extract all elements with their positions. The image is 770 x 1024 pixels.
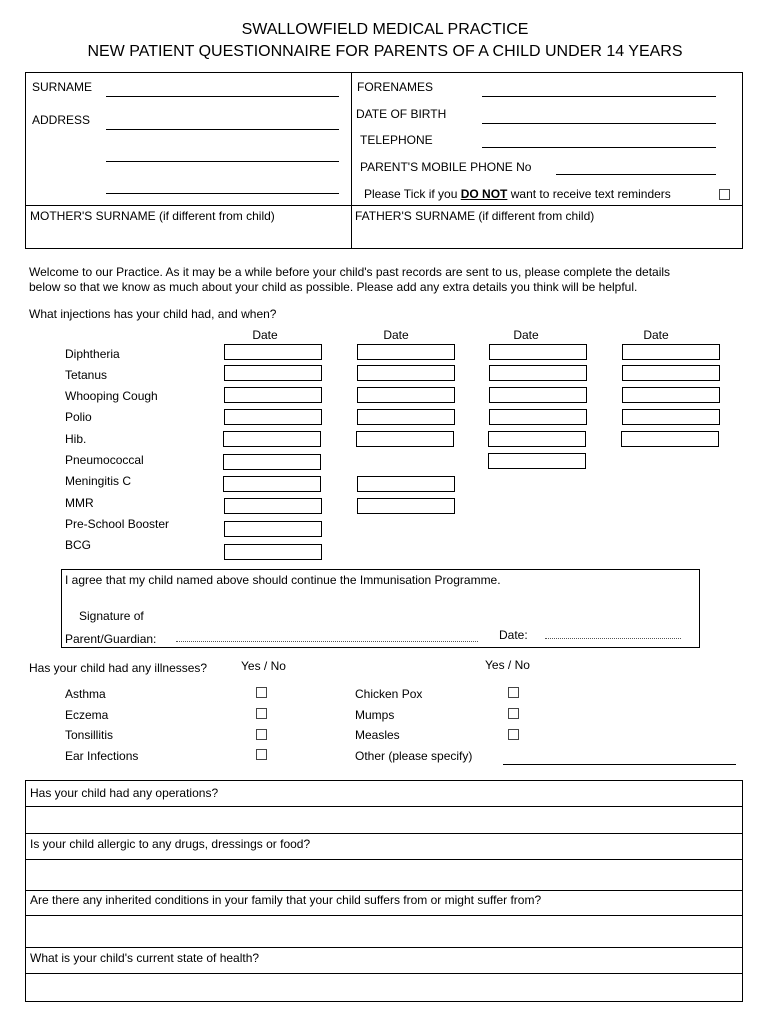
question-operations: Has your child had any operations?: [30, 786, 219, 800]
date-header-3: Date: [513, 328, 539, 342]
date-input[interactable]: [489, 409, 587, 425]
date-input[interactable]: [224, 498, 322, 514]
forenames-label: FORENAMES: [357, 80, 434, 94]
illness-checkbox[interactable]: [508, 729, 519, 740]
question-allergies: Is your child allergic to any drugs, dressings or food?: [30, 837, 311, 851]
intro-line-1: Welcome to our Practice. As it may be a while before your child's past records are sent to us, please complete the details: [29, 265, 671, 279]
address-field-2[interactable]: [106, 161, 339, 162]
illness-checkbox[interactable]: [256, 749, 267, 760]
answer-health[interactable]: [26, 973, 742, 1001]
text-reminder-checkbox[interactable]: [719, 189, 730, 200]
injection-label: Pre-School Booster: [65, 517, 170, 531]
surname-field[interactable]: [106, 96, 339, 97]
illness-label: Asthma: [65, 687, 106, 701]
date-input[interactable]: [223, 476, 321, 492]
question-health: What is your child's current state of health?: [30, 951, 260, 965]
consent-text: I agree that my child named above should continue the Immunisation Programme.: [65, 573, 501, 587]
mobile-label: PARENT'S MOBILE PHONE No: [360, 160, 532, 174]
row-divider: [26, 947, 742, 948]
answer-operations[interactable]: [26, 806, 742, 832]
patient-box-hline: [25, 205, 743, 206]
mother-surname-label: MOTHER'S SURNAME (if different from child): [30, 209, 275, 223]
illness-label: Ear Infections: [65, 749, 139, 763]
date-input[interactable]: [621, 431, 719, 447]
date-input[interactable]: [489, 344, 587, 360]
address-field-1[interactable]: [106, 129, 339, 130]
illness-label: Chicken Pox: [355, 687, 423, 701]
date-input[interactable]: [622, 409, 720, 425]
address-field-3[interactable]: [106, 193, 339, 194]
injection-label: Pneumococcal: [65, 453, 144, 467]
address-label: ADDRESS: [32, 113, 91, 127]
intro-line-2: below so that we know as much about your child as possible. Please add any extra details you think will be helpful.: [29, 280, 638, 294]
row-divider: [26, 890, 742, 891]
injection-label: Tetanus: [65, 368, 108, 382]
date-input[interactable]: [489, 365, 587, 381]
injections-question: What injections has your child had, and when?: [29, 307, 277, 321]
illness-checkbox[interactable]: [256, 729, 267, 740]
consent-date-label: Date:: [499, 628, 528, 642]
date-input[interactable]: [223, 454, 321, 470]
date-header-4: Date: [643, 328, 669, 342]
dob-label: DATE OF BIRTH: [356, 107, 447, 121]
date-input[interactable]: [224, 409, 322, 425]
illness-label: Eczema: [65, 708, 109, 722]
consent-date-field[interactable]: [545, 638, 681, 639]
date-input[interactable]: [357, 387, 455, 403]
date-input[interactable]: [357, 409, 455, 425]
mobile-field[interactable]: [556, 174, 716, 175]
date-header-2: Date: [383, 328, 409, 342]
date-input[interactable]: [224, 521, 322, 537]
illnesses-question: Has your child had any illnesses?: [29, 661, 208, 675]
injection-label: Polio: [65, 410, 92, 424]
text-reminder-label: [364, 187, 671, 201]
illness-checkbox[interactable]: [256, 687, 267, 698]
date-input[interactable]: [224, 544, 322, 560]
do-not-text: DO NOT: [460, 187, 508, 201]
yes-no-header-1: Yes / No: [241, 659, 286, 673]
telephone-label: TELEPHONE: [360, 133, 433, 147]
answer-allergies[interactable]: [26, 859, 742, 889]
illness-label: Other (please specify): [355, 749, 473, 763]
illness-checkbox[interactable]: [508, 687, 519, 698]
illness-label: Measles: [355, 728, 400, 742]
injection-label: Hib.: [65, 432, 87, 446]
telephone-field[interactable]: [482, 147, 716, 148]
date-input[interactable]: [488, 453, 586, 469]
injection-label: MMR: [65, 496, 94, 510]
illness-checkbox[interactable]: [508, 708, 519, 719]
date-input[interactable]: [224, 387, 322, 403]
date-input[interactable]: [223, 431, 321, 447]
illness-label: Tonsillitis: [65, 728, 114, 742]
father-surname-label: FATHER'S SURNAME (if different from child): [355, 209, 595, 223]
date-input[interactable]: [357, 344, 455, 360]
forenames-field[interactable]: [482, 96, 716, 97]
patient-box-divider: [351, 72, 352, 249]
date-input[interactable]: [622, 344, 720, 360]
date-header-1: Date: [252, 328, 278, 342]
injection-label: Whooping Cough: [65, 389, 158, 403]
injection-label: Diphtheria: [65, 347, 120, 361]
date-input[interactable]: [488, 431, 586, 447]
illness-checkbox[interactable]: [256, 708, 267, 719]
form-title: SWALLOWFIELD MEDICAL PRACTICE: [241, 21, 529, 38]
yes-no-header-2: Yes / No: [485, 658, 530, 672]
dob-field[interactable]: [482, 123, 716, 124]
date-input[interactable]: [357, 365, 455, 381]
date-input[interactable]: [224, 344, 322, 360]
tick-post-text: want to receive text reminders: [507, 187, 671, 201]
date-input[interactable]: [357, 476, 455, 492]
date-input[interactable]: [489, 387, 587, 403]
signature-field[interactable]: [176, 641, 478, 642]
signature-label-1: Signature of: [79, 609, 144, 623]
tick-pre-text: Please Tick if you: [364, 187, 461, 201]
date-input[interactable]: [622, 365, 720, 381]
date-input[interactable]: [224, 365, 322, 381]
injection-label: BCG: [65, 538, 92, 552]
illness-label: Mumps: [355, 708, 395, 722]
question-inherited: Are there any inherited conditions in your family that your child suffers from or might suffer from?: [30, 893, 542, 907]
answer-inherited[interactable]: [26, 915, 742, 946]
date-input[interactable]: [622, 387, 720, 403]
date-input[interactable]: [357, 498, 455, 514]
row-divider: [26, 833, 742, 834]
form-subtitle: NEW PATIENT QUESTIONNAIRE FOR PARENTS OF A CHILD UNDER 14 YEARS: [87, 43, 683, 60]
surname-label: SURNAME: [32, 80, 93, 94]
signature-label-2: Parent/Guardian:: [65, 632, 157, 646]
other-illness-field[interactable]: [503, 764, 736, 765]
injection-label: Meningitis C: [65, 474, 132, 488]
date-input[interactable]: [356, 431, 454, 447]
